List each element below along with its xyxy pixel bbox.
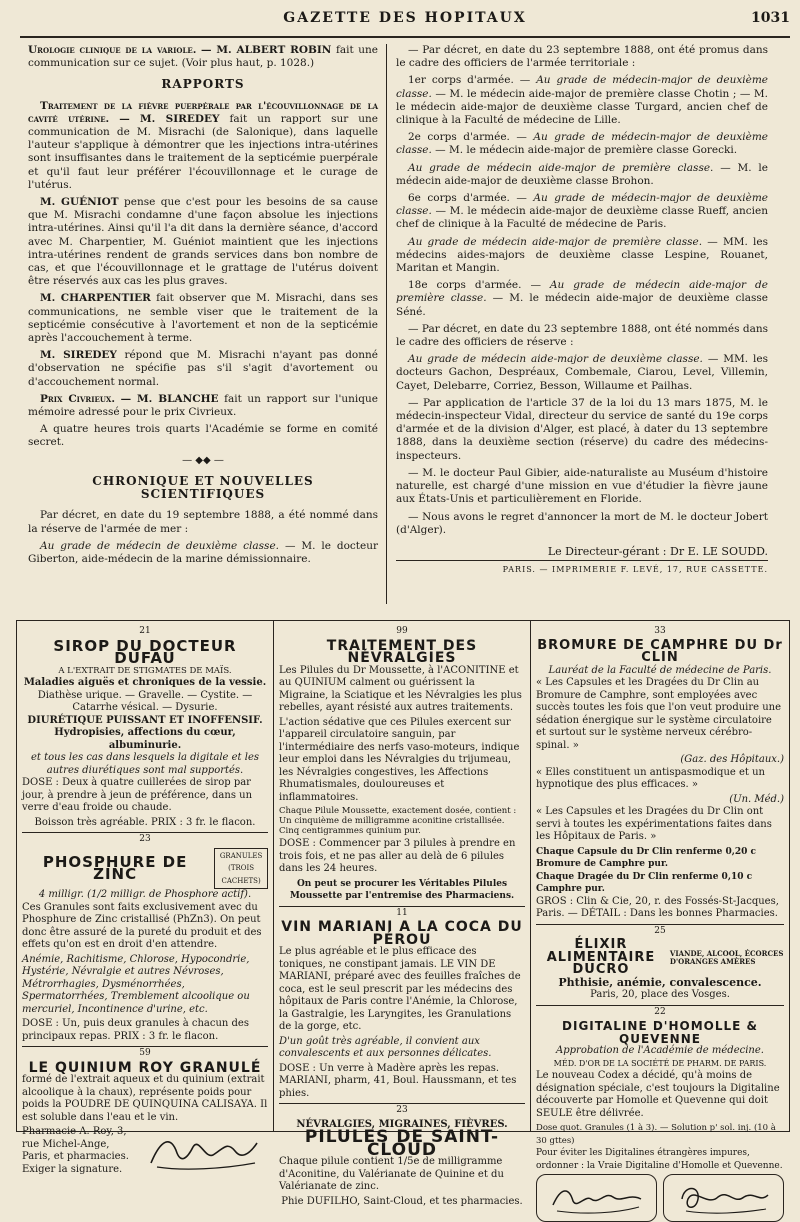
vin-mariani-text: Le plus agréable et le plus efficace des toniques, ne constipant jamais. LE VIN DE MARIANI, préparé avec des feuilles fraîches de coca, est le seul prescrit par les médecins des hôpitaux de Paris contre l'Anémie, la Chlorose, la Gastralgie, les Laryngites, les Granulations de la gorge, etc. [279,946,521,1032]
sirop-subtitle: A L'EXTRAIT DE STIGMATES DE MAÏS. [58,665,232,676]
nevralgies-text: Les Pilules du Dr Moussette, à l'ACONITINE et au QUINIUM calment ou guérissent la Migraine, la Sciatique et les Névralgies les plus rebelles, ayant résisté aux autres traitements. [279,664,522,713]
zinc-title: PHOSPHURE DE ZINC [42,852,188,884]
bromure-dragee: Chaque Dragée du Dr Clin renferme 0,10 c Camphre pur. [536,871,753,894]
prix-title: Prix Civrieux. [40,392,116,405]
gueniot-author: M. GUÉNIOT [40,196,119,209]
nevralgies-title: TRAITEMENT DES NÉVRALGIES [326,637,478,666]
paragraph-gachon [396,353,768,393]
gachon-grade: Au grade de médecin aide-major de deuxième classe. [408,353,703,366]
digitaline-note: Pour éviter les Digitalines étrangères impures, ordonner : la Vraie Digitaline d'Homolle et Quevenne. [536,1148,783,1171]
2e-corps-text: — M. le médecin aide-major de première classe Gorecki. [435,144,738,157]
elixir-title: ÉLIXIR ALIMENTAIRE DUCRO [546,937,656,977]
zinc-indications: Anémie, Rachitisme, Chlorose, Hypocondrie, Hystérie, Névralgie et autres Névroses, Métrorrhagies, Dysménorrhées, Spermatorrhées, Tremblement alcoolique ou mercuriel, Incontinence d'urine, etc. [22,953,250,1015]
nevralgies-text-2: L'action sédative que ces Pilules exercent sur l'appareil circulatoire sanguin, par l'intermédiaire des nerfs vaso-moteurs, indique leur emploi dans les Névralgies du trijumeau, les Névralgies congestives, les Affections Rhumatismales, douloureuses et inflammatoires. [279,716,520,803]
quevenne-signature [663,1174,784,1222]
sirop-line-2: Diathèse urique. — Gravelle. — Cystite. — Catarrhe vésical. — Dysurie. [37,689,253,713]
nevralgies-footer: On peut se procurer les Véritables Pilules Moussette par l'entremise des Pharmaciens. [289,878,515,901]
ad-number: 25 [536,924,784,938]
saint-cloud-address: Phie DUFILHO, Saint-Cloud, et tes pharmacies. [281,1195,523,1207]
left-column [28,44,378,612]
digitaline-title: DIGITALINE D'HOMOLLE & QUEVENNE [562,1019,758,1046]
6e-corps-grade: — Au grade de médecin-major de deuxième classe. [396,192,768,218]
paragraph-vidal: — Par application de l'article 37 de la loi du 13 mars 1875, M. le médecin-inspecteur Vidal, directeur du service de santé du 19e corps d'armée et de la division d'Alger, est placé, à dater du 13 septembre 1888, dans la deuxième section (réserve) du cadre des médecins-inspecteurs. [396,396,768,462]
ad-number: 59 [22,1046,268,1060]
ad-number: 23 [279,1103,525,1117]
header-rule [20,36,790,38]
column-divider [386,44,387,604]
page-header [20,10,790,36]
ornament-divider: — ◆◆ — [182,454,224,466]
ad-number: 23 [22,832,268,846]
18e-corps-lead: 18e corps d'armée. [408,279,522,292]
roy-signature [138,1128,268,1174]
urologie-title: Urologie clinique de la variole. [28,44,197,56]
1er-corps-lead: 1er corps d'armée. [408,74,514,87]
bromure-text-2: « Elles constituent un antispasmodique et un hypnotique des plus efficaces. » [536,766,765,790]
paragraph-charpentier [28,292,378,345]
paragraph-18e-corps [396,279,768,319]
elixir-text: Phthisie, anémie, convalescence. [558,975,762,989]
imprint-line: PARIS. — IMPRIMERIE F. LEVÉ, 17, RUE CASSETTE. [396,560,768,576]
brohon-text: — M. le médecin aide-major de deuxième classe Brohon. [396,161,768,187]
paragraph-traitement [28,100,378,192]
directeur-gerant: Le Directeur-gérant : Dr E. LE SOUDD. [547,544,768,558]
1er-corps-grade: — Au grade de médecin-major de deuxième classe. [396,74,768,100]
elixir-header [536,939,784,977]
quinium-address: Pharmacie A. Roy, 3, rue Michel-Ange, Paris, et pharmacies. Exiger la signature. [22,1126,129,1175]
paragraph-comite: A quatre heures trois quarts l'Académie se forme en comité secret. [28,423,378,449]
urologie-author: — M. ALBERT ROBIN [200,44,332,56]
paragraph-siredey [28,349,378,389]
sirop-line-5: et tous les cas dans lesquels la digitale et les autres diurétiques sont mal supportés. [30,752,259,776]
zinc-subtitle: 4 milligr. (1/2 milligr. de Phosphore actif). [38,889,252,900]
paragraph-reserve: — Par décret, en date du 23 septembre 1888, ont été nommés dans le cadre des officiers de réserve : [396,322,768,349]
lespine-grade: Au grade de médecin aide-major de première classe. [408,235,703,248]
ad-number: 99 [396,626,408,636]
traitement-author: — M. SIREDEY [119,112,220,125]
sirop-price: Boisson très agréable. PRIX : 3 fr. le flacon. [34,816,256,828]
bromure-source-2: (Un. Méd.) [729,793,784,805]
vin-mariani-title: VIN MARIANI A LA COCA DU PÉROU [281,919,523,948]
paragraph-gibier: — M. le docteur Paul Gibier, aide-naturaliste au Muséum d'histoire naturelle, est chargé d'une mission en vue d'étudier la fièvre jaune aux États-Unis et particulièrement en Floride. [396,466,768,506]
ad-column-1 [22,622,268,1175]
paragraph-decret-mer: Par décret, en date du 19 septembre 1888, a été nommé dans la réserve de l'armée de mer : [28,509,378,535]
bromure-text-3: « Les Capsules et les Dragées du Dr Clin ont servi à toutes les expérimentations faites dans les Hôpitaux de Paris. » [536,806,772,842]
giberton-text: — M. le docteur Giberton, aide-médecin de la marine démissionnaire. [28,539,379,565]
digitaline-medal: MÉD. D'OR DE LA SOCIÉTÉ DE PHARM. DE PARIS. [553,1058,767,1068]
paragraph-6e-corps [396,192,768,232]
gachon-text: — MM. les docteurs Gachon, Despréaux, Combemale, Ciarou, Level, Villemin, Cayet, Delebarre, Corriez, Besson, Willaume et Pailhas. [396,353,768,392]
lespine-text: — MM. les médecins aides-majors de deuxième classe Lespine, Rouanet, Maritan et Mangin. [396,235,768,275]
rapports-heading: RAPPORTS [161,77,245,92]
gueniot-text: pense que c'est pour les besoins de sa cause que M. Misrachi condamne d'une façon absolue les injections intra-utérines. Ainsi qu'il l'a dit dans la dernière séance, d'accord avec M. Charpentier, M. Guéniot maintient que les injections intra-utérines rendent de grands services dans bon nombre de cas, et que l'écouvillonnage et le grattage de l'utérus doivent être réservés aux cas les plus graves. [28,196,379,288]
zinc-header [22,848,268,890]
bromure-subtitle: Lauréat de la Faculté de médecine de Paris. [548,664,772,676]
traitement-text: fait un rapport sur une communication de M. Misrachi (de Salonique), dans laquelle l'auteur s'applique à démontrer que les injections intra-utérines sont insuffisantes dans le traitement de la septicémie puerpérale et qu'il faut leur préférer l'écouvillonnage et le curage de l'utérus. [28,112,378,191]
ad-divider-2 [530,620,531,1131]
giberton-grade: Au grade de médecin de deuxième classe. [40,539,279,552]
digitaline-subtitle: Approbation de l'Académie de médecine. [556,1045,764,1056]
zinc-badge: GRANULES (TROIS CACHETS) [214,848,268,890]
ad-number: 33 [654,626,666,636]
digitaline-dose: Dose quot. Granules (1 à 3). — Solution p' sol. inj. (10 à 30 gttes) [536,1123,776,1146]
traitement-title: Traitement de la fièvre puerpérale par l'écouvillonnage de la cavité utérine. [28,99,378,125]
elixir-ingredients: VIANDE, ALCOOL, ÉCORCES D'ORANGES AMÈRES [669,948,784,966]
urologie-text: fait une communication sur ce sujet. (Voir plus haut, p. 1028.) [28,44,379,70]
ad-column-3 [536,622,784,1171]
right-column [396,44,768,612]
bromure-text: « Les Capsules et les Dragées du Dr Clin au Bromure de Camphre, sont employées avec succès toutes les fois que l'on veut produire une sédation énergique sur le système circulatoire et surtout sur le système nerveux cérébro-spinal. » [536,677,782,751]
siredey-text: répond que M. Misrachi n'ayant pas donné d'observation ne spécifie pas s'il s'agit d'avortement ou d'accouchement normal. [28,349,378,388]
saint-cloud-text: Chaque pilule contient 1/5e de milligramme d'Aconitine, du Valérianate de Quinine et du Valérianate de zinc. [279,1156,504,1192]
bromure-capsule: Chaque Capsule du Dr Clin renferme 0,20 c Bromure de Camphre pur. [536,846,757,869]
paragraph-gueniot [28,196,378,288]
paragraph-giberton [28,540,378,566]
homolle-signature [536,1174,657,1222]
saint-cloud-title: PILULES DE SAINT-CLOUD [304,1127,500,1160]
sirop-line-1: Maladies aiguës et chroniques de la vessie. [23,677,267,688]
vin-mariani-italic: D'un goût très agréable, il convient aux convalescents et aux personnes délicates. [279,1035,492,1059]
page-number: 1031 [751,10,790,26]
18e-corps-text: — M. le médecin aide-major de deuxième classe Séné. [396,292,768,318]
sirop-dose: DOSE : Deux à quatre cuillerées de sirop par jour, à prendre à jeun de préférence, dans un verre d'eau froide ou chaude. [22,777,253,813]
sirop-title: SIROP DU DOCTEUR DUFAU [53,636,237,667]
paragraph-promus: — Par décret, en date du 23 septembre 1888, ont été promus dans le cadre des officiers de l'armée territoriale : [396,44,768,70]
siredey-author: M. SIREDEY [40,349,117,362]
sirop-line-3: DIURÉTIQUE PUISSANT ET INOFFENSIF. [27,714,263,726]
quinium-footer [22,1126,268,1176]
paragraph-lespine [396,236,768,276]
journal-title: GAZETTE DES HOPITAUX [283,10,527,26]
1er-corps-text: — M. le médecin aide-major de première classe Chotin ; — M. le médecin aide-major de deuxième classe Turgard, ancien chef de clinique à la Faculté de médecine de Lille. [396,87,769,127]
prix-author: — M. BLANCHE [120,392,219,405]
nevralgies-dose: DOSE : Commencer par 3 pilules à prendre en trois fois, et ne pas aller au delà de 6 pilules dans les 24 heures. [279,838,516,874]
18e-corps-grade: — Au grade de médecin aide-major de première classe. [396,279,768,305]
ad-number: 11 [279,906,525,920]
quinium-title: LE QUINIUM ROY GRANULÉ [28,1059,262,1076]
nevralgies-composition: Chaque Pilule Moussette, exactement dosée, contient : Un cinquième de milligramme aconitine cristallisée. Cinq centigrammes quinium pur. [279,806,517,836]
charpentier-text: fait observer que M. Misrachi, dans ses communications, ne semble viser que le traitement de la septicémie consécutive à l'avortement et non de la septicémie après l'accouchement à terme. [28,292,378,345]
bromure-title: BROMURE DE CAMPHRE DU Dr CLIN [537,637,783,665]
bromure-wholesale: GROS : Clin & Cie, 20, r. des Fossés-St-Jacques, Paris. — DÉTAIL : Dans les bonnes Pharmacies. [536,895,779,919]
2e-corps-grade: — Au grade de médecin-major de deuxième classe. [396,131,768,157]
vin-mariani-dose: DOSE : Un verre à Madère après les repas. MARIANI, pharm, 41, Boul. Haussmann, et tes phies. [279,1062,517,1099]
paragraph-2e-corps [396,131,768,157]
paragraph-prix [28,393,378,419]
zinc-dose: DOSE : Un, puis deux granules à chacun des principaux repas. PRIX : 3 fr. le flacon. [22,1018,249,1042]
bromure-source: (Gaz. des Hôpitaux.) [680,754,784,765]
paragraph-1er-corps [396,74,768,127]
digitaline-signatures [536,1174,784,1222]
ad-divider-1 [273,620,274,1131]
saint-cloud-top: NÉVRALGIES, MIGRAINES, FIÈVRES. [296,1118,508,1130]
elixir-address: Paris, 20, place des Vosges. [590,989,730,1000]
quinium-text: formé de l'extrait aqueux et du quinium (extrait alcoolique à la chaux), représente poids pour poids la POUDRE DE QUINQUINA CALISAYA. Il est soluble dans l'eau et le vin. [22,1074,268,1123]
6e-corps-lead: 6e corps d'armée. [408,192,510,205]
chronique-heading: CHRONIQUE ET NOUVELLES SCIENTIFIQUES [92,473,314,502]
brohon-grade: Au grade de médecin aide-major de première classe. [408,161,714,174]
zinc-text: Ces Granules sont faits exclusivement avec du Phosphure de Zinc cristallisé (PhZn3). On peut donc être assuré de la pureté du produit et des effets qu'on est en droit d'en attendre. [22,901,262,950]
sirop-line-4: Hydropisies, affections du cœur, albuminurie. [54,727,236,751]
prix-text: fait un rapport sur l'unique mémoire adressé pour le prix Civrieux. [28,392,378,419]
ad-number: 22 [536,1005,784,1019]
ad-number: 21 [139,626,151,636]
paragraph-brohon [396,162,768,188]
charpentier-author: M. CHARPENTIER [40,292,151,305]
paragraph-jobert: — Nous avons le regret d'annoncer la mort de M. le docteur Jobert (d'Alger). [396,510,768,536]
digitaline-text: Le nouveau Codex a décidé, qu'à moins de désignation spéciale, c'est toujours la Digitaline découverte par Homolle et Quevenne qui doit SEULE être délivrée. [536,1070,780,1119]
6e-corps-text: — M. le médecin aide-major de deuxième classe Rueff, ancien chef de clinique à la Faculté de médecine de Paris. [396,205,768,231]
ad-column-2 [279,622,525,1207]
paragraph-urologie [28,44,378,70]
2e-corps-lead: 2e corps d'armée. [408,131,510,144]
